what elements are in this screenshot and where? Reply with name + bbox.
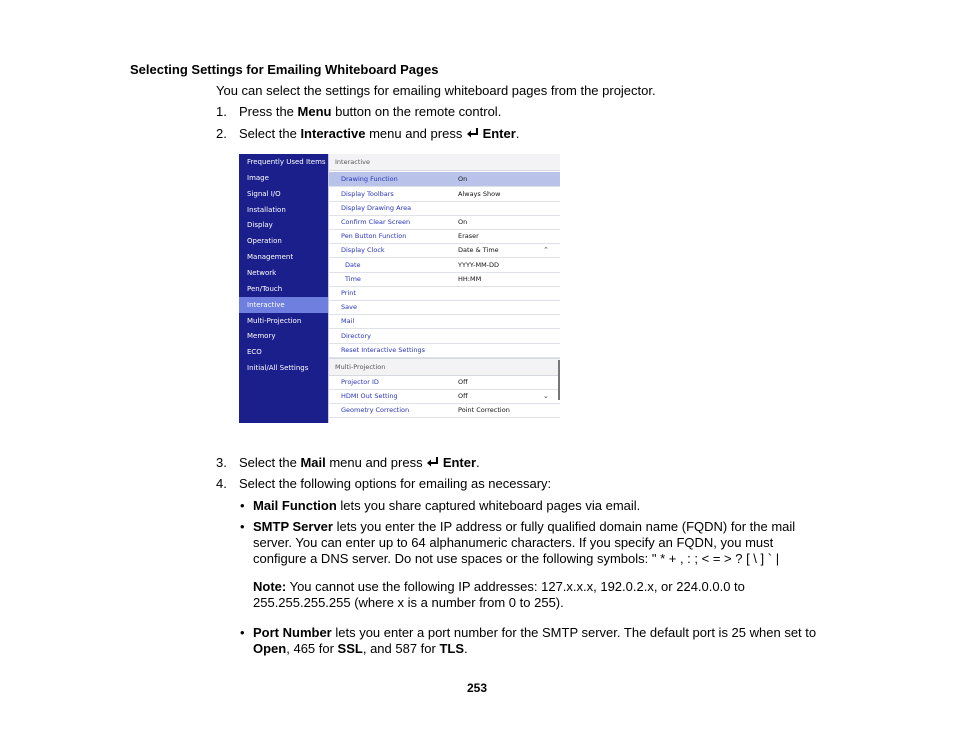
menu-row: Display Clock Date & Time ⌃ — [329, 243, 560, 258]
menu-row: Reset Interactive Settings — [329, 343, 560, 358]
menu-row: Print — [329, 286, 560, 301]
projector-menu-screenshot — [239, 154, 561, 423]
menu-row: Projector ID Off — [329, 375, 560, 390]
sidebar-item-signal-io: Signal I/O — [247, 190, 281, 198]
menu-panel — [328, 154, 561, 423]
intro-text: You can select the settings for emailing whiteboard pages from the projector. — [216, 83, 656, 98]
menu-row: Display Toolbars Always Show — [329, 187, 560, 202]
step-3: 3. Select the Mail menu and press Enter. — [216, 455, 480, 470]
sidebar-item-network: Network — [247, 269, 277, 277]
menu-row: Drawing Function On — [329, 172, 560, 187]
menu-row: Pen Button Function Eraser — [329, 229, 560, 244]
menu-group-interactive: Interactive — [329, 154, 560, 171]
menu-row: Save — [329, 300, 560, 315]
menu-row: Display Drawing Area — [329, 201, 560, 216]
menu-row: Geometry Correction Point Correction — [329, 403, 560, 418]
section-title: Selecting Settings for Emailing Whiteboard Pages — [130, 62, 439, 77]
enter-key-icon — [426, 456, 439, 468]
sidebar-item-interactive: Interactive — [239, 297, 328, 313]
menu-sidebar — [239, 154, 328, 423]
sidebar-item-installation: Installation — [247, 206, 286, 214]
sidebar-item-management: Management — [247, 253, 294, 261]
bullet-smtp-server: • SMTP Server lets you enter the IP address or fully qualified domain name (FQDN) for the mail server. You can enter up to 64 alphanumeric characters. If you specify an FQDN, you must configure a DNS server. Do not use spaces or the following symbols: " * + , : ; < = > ? [ \ ] ` | — [240, 519, 796, 566]
step-4: 4. Select the following options for emailing as necessary: — [216, 476, 552, 491]
smtp-note: Note: You cannot use the following IP addresses: 127.x.x.x, 192.0.2.x, or 224.0.0.0 to 255.255.255.255 (where x is a number from 0 to 255). — [253, 579, 745, 610]
step-2: 2. Select the Interactive menu and press Enter. — [216, 126, 520, 141]
sidebar-item-eco: ECO — [247, 348, 262, 356]
enter-key-icon — [466, 127, 479, 139]
bullet-port-number: • Port Number lets you enter a port number for the SMTP server. The default port is 25 when set to Open, 465 for SSL, and 587 for TLS. — [240, 625, 817, 656]
menu-row: HDMI Out Setting Off ⌄ — [329, 389, 560, 404]
sidebar-item-operation: Operation — [247, 237, 282, 245]
sidebar-item-initial-all-settings: Initial/All Settings — [247, 364, 309, 372]
menu-scrollbar — [558, 360, 560, 400]
menu-row: Confirm Clear Screen On — [329, 215, 560, 230]
menu-row: Date YYYY-MM-DD — [329, 258, 560, 273]
chevron-down-icon: ⌄ — [543, 392, 549, 400]
step-1: 1. Press the Menu button on the remote control. — [216, 104, 502, 119]
sidebar-item-image: Image — [247, 174, 269, 182]
chevron-up-icon: ⌃ — [543, 246, 549, 254]
sidebar-item-pen-touch: Pen/Touch — [247, 285, 283, 293]
sidebar-item-frequently-used: Frequently Used Items — [247, 158, 326, 166]
sidebar-item-display: Display — [247, 221, 273, 229]
bullet-mail-function: • Mail Function lets you share captured whiteboard pages via email. — [240, 498, 641, 513]
menu-row: Mail — [329, 314, 560, 329]
page-number: 253 — [466, 681, 488, 695]
menu-row: Directory — [329, 329, 560, 344]
sidebar-item-memory: Memory — [247, 332, 276, 340]
sidebar-item-multi-projection: Multi-Projection — [247, 317, 302, 325]
menu-row: Time HH:MM — [329, 272, 560, 287]
menu-group-multi-projection: Multi-Projection — [329, 358, 560, 376]
